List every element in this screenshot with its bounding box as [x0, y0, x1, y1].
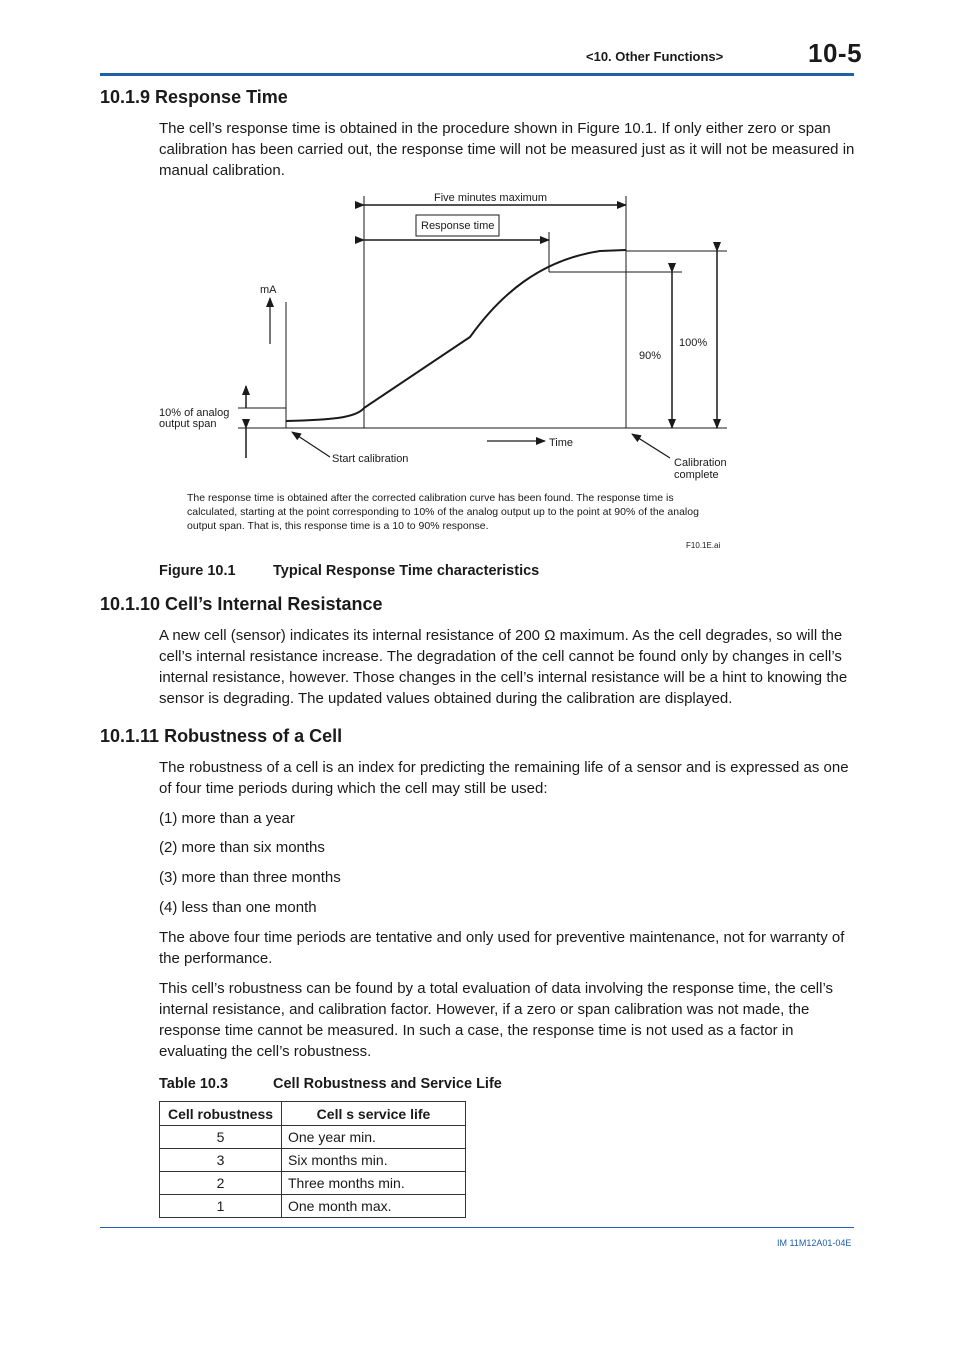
figure-caption-title: Typical Response Time characteristics: [273, 563, 540, 579]
header-section-title: <10. Other Functions>: [586, 49, 724, 64]
table-caption-title: Cell Robustness and Service Life: [273, 1076, 502, 1092]
figure-note: The response time is obtained after the corrected calibration curve has been found. The response time is calculated, starting at the point corresponding to 10% of the analog output up to the point at 90% of the analog output span. That is, this response time is a 10 to 90% response.: [187, 492, 699, 532]
table-header-robustness: Cell robustness: [160, 1102, 282, 1126]
table-cell-robustness: 1: [160, 1195, 282, 1218]
label-calibration-complete-line1: Calibration: [674, 457, 727, 469]
label-response-time: Response time: [421, 220, 495, 232]
label-100-percent: 100%: [679, 337, 708, 349]
label-five-minutes: Five minutes maximum: [434, 192, 548, 204]
figure-file-id: F10.1E.ai: [686, 541, 721, 550]
label-calibration-complete-line2: complete: [674, 469, 719, 481]
label-90-percent: 90%: [639, 350, 662, 362]
page-number: 10-5: [808, 38, 863, 68]
table-cell-service-life: One year min.: [282, 1126, 466, 1149]
heading-robustness: 10.1.11 Robustness of a Cell: [100, 726, 343, 746]
paragraph-robustness-evaluation: This cell’s robustness can be found by a total evaluation of data involving the response time, the cell’s internal resistance, and calibration factor. However, if a zero or span calibration was not made, the response time cannot be measured. In such a case, the response time is not used as a factor in evaluating the cell’s robustness.: [159, 980, 834, 1060]
label-ma: mA: [260, 284, 277, 296]
figure-caption-label: Figure 10.1: [159, 563, 236, 579]
table-cell-service-life: Three months min.: [282, 1172, 466, 1195]
table-cell-service-life: Six months min.: [282, 1149, 466, 1172]
paragraph-robustness-tentative: The above four time periods are tentative and only used for preventive maintenance, not for warranty of the performance.: [159, 929, 845, 967]
paragraph-internal-resistance: A new cell (sensor) indicates its internal resistance of 200 Ω maximum. As the cell degrades, so will the cell’s internal resistance increase. The degradation of the cell cannot be found only by changes in cell’s internal resistance, however. Those changes in the cell’s internal resistance will be a hint to knowing the sensor is degrading. The updated values obtained during the calibration are displayed.: [159, 627, 848, 707]
table-header-row: [160, 1102, 466, 1126]
table-caption: [159, 1076, 502, 1092]
list-item: (2) more than six months: [159, 839, 325, 856]
calibration-complete-pointer: [632, 434, 670, 458]
heading-response-time: 10.1.9 Response Time: [100, 87, 288, 107]
robustness-table: [159, 1101, 466, 1218]
start-calibration-pointer: [292, 432, 330, 457]
label-time: Time: [549, 437, 574, 449]
list-item: (1) more than a year: [159, 810, 295, 827]
table-row: [160, 1172, 466, 1195]
response-curve: [286, 250, 626, 421]
table-row: [160, 1126, 466, 1149]
list-item: (4) less than one month: [159, 899, 317, 916]
table-row: [160, 1195, 466, 1218]
table-cell-service-life: One month max.: [282, 1195, 466, 1218]
table-header-service-life: Cell s service life: [282, 1102, 466, 1126]
table-cell-robustness: 2: [160, 1172, 282, 1195]
list-item: (3) more than three months: [159, 869, 341, 886]
paragraph-response-time: The cell’s response time is obtained in the procedure shown in Figure 10.1. If only either zero or span calibration has been carried out, the response time will not be measured just as it will not be measured in manual calibration.: [159, 120, 855, 179]
table-cell-robustness: 3: [160, 1149, 282, 1172]
figure-caption: [159, 563, 539, 579]
heading-internal-resistance: 10.1.10 Cell’s Internal Resistance: [100, 594, 383, 614]
table-cell-robustness: 5: [160, 1126, 282, 1149]
footer-document-id: IM 11M12A01-04E: [777, 1238, 852, 1248]
table-caption-label: Table 10.3: [159, 1076, 229, 1092]
label-ten-percent-line1: 10% of analog: [159, 407, 230, 419]
label-start-calibration: Start calibration: [332, 453, 409, 465]
table-row: [160, 1149, 466, 1172]
paragraph-robustness-intro: The robustness of a cell is an index for predicting the remaining life of a sensor and is expressed as one of four time periods during which the cell may still be used:: [159, 759, 849, 797]
footer-divider: [100, 1227, 854, 1228]
label-ten-percent-line2: output span: [159, 418, 217, 430]
